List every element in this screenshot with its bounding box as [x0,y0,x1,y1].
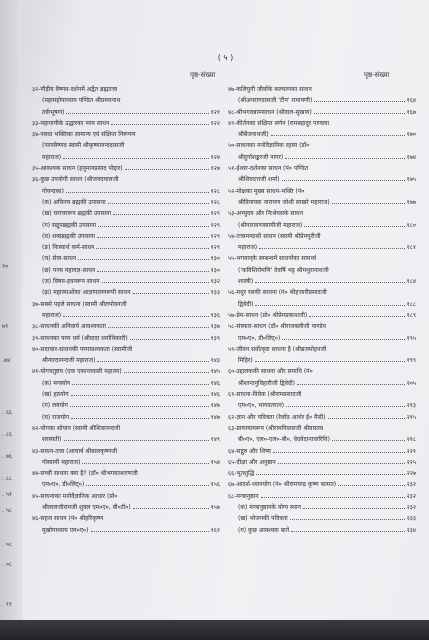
dot-leader [102,282,209,283]
toc-entry [32,129,220,140]
toc-entry [32,276,220,287]
toc-entry [32,321,220,332]
toc-entry-title: ५३-अभ्युदय और निःश्रेयसके साधन [228,210,304,218]
dot-leader [71,395,209,396]
toc-entry-title: ५४-तत्त्वमन्दाशी साधन (स्वामी श्रीप्रेमपुरीजी [228,232,321,240]
dot-leader [255,305,404,306]
dot-leader [108,327,209,328]
toc-entry-page: १७५ [406,176,416,184]
toc-entry-page: १५७ [210,503,220,511]
dot-leader [97,361,208,362]
right-column-heading: पृष्ठ-संख्या [364,71,390,79]
toc-entry [32,513,220,524]
toc-entry [32,446,220,457]
toc-entry-title: ४३-साधन-तत्त्व (आचार्य श्रीबालकृष्णजी [32,447,118,455]
toc-entry [32,378,220,389]
toc-entry-title: ३२-गौड़ीय वैष्णव-दर्शनमें अद्वैत ब्रह्मतत्त्व [32,86,118,93]
toc-entry [228,253,416,264]
toc-entry-page: १४९ [210,436,220,444]
toc-entry-title: (क) अचिन्त्य ब्रह्मकी उपासना [42,198,106,206]
toc-entry-title: तर्कभूषण) [42,108,65,116]
dot-leader [86,485,208,486]
toc-entry [32,231,220,242]
dot-leader [113,214,209,215]
toc-entry [32,186,220,197]
toc-entry-title: ४२-योगका सोपान (स्वामी श्रीशिवानन्दजी [32,424,121,432]
toc-entry-page: १३६ [210,311,220,319]
toc-entry-title: गोयन्दका) [42,187,64,195]
toc-entry [32,333,220,344]
toc-entry [32,287,220,298]
toc-entry [228,513,416,524]
toc-entry [228,299,416,310]
dot-leader [255,282,404,283]
adjacent-page-fragment: ७१ [2,323,9,330]
toc-entry-title: ३६-कुछ उपयोगी साधन (श्रीजयदयालजी [32,176,119,184]
toc-entry-title: बी०ए०, एल०-एल०-बी०, वेदवेदान्तवारिधि) [238,436,330,444]
toc-entry [228,163,416,174]
toc-entry-page: १६४ [406,97,416,105]
dot-leader [309,316,404,317]
toc-entry-title: श्रीदुर्गाशङ्करजी नागर) [238,153,284,161]
toc-entry-page: १८१ [406,244,416,252]
toc-entry [228,197,416,208]
toc-entry-title: ६८-मन्त्रानुष्ठान [228,492,259,500]
toc-entry [32,457,220,468]
toc-entry [228,220,416,231]
toc-entry-title: श्रीशान्तनुविहारीजी द्विवेदी) [238,379,296,387]
dot-leader [271,135,405,136]
toc-entry-page: १६७ [406,108,416,116]
dot-leader [97,271,208,272]
toc-entry [228,287,416,298]
toc-entry-title: (छ) पञ्च महायज्ञ-साधन [42,266,96,274]
adjacent-page-fragment: . ८८ [2,475,13,482]
dot-leader [130,339,209,340]
toc-entry-title: (क) मन्त्रानुष्ठानके योग्य स्थान [238,503,301,511]
toc-entry [228,491,416,502]
toc-entry-title: ३७-सबसे पहले साधना (स्वामी श्रीलपोवनजी [32,300,127,308]
dot-leader [64,440,209,441]
toc-entry-title: ५२-मोक्षका मुख्य साधन-भक्ति (पं० [228,187,305,195]
toc-entry-title: (ख) भोजनकी पवित्रता [238,515,288,523]
toc-entry-title: एम०ए०, डी०लिट्०) [42,481,85,489]
toc-entry-title: (ङ) निःस्वार्थ कर्म-साधन [42,244,95,252]
toc-entry [228,479,416,490]
toc-entry [228,140,416,151]
toc-entry-title: (परमवैष्णव स्वामी श्रीकृष्णानन्ददासजी [42,142,125,150]
dot-leader [124,372,209,373]
toc-entry-title: ३३-महापापीके उद्धारका परम साधन [32,119,110,127]
dot-leader [338,485,404,486]
dot-leader [282,339,404,340]
toc-entry-page: १८४ [406,278,416,286]
toc-entry-title: (महामहोपाध्याय पण्डित श्रीप्रमथनाथ [42,97,121,105]
toc-entry-page: १२७ [210,165,220,173]
dot-leader [286,406,404,407]
toc-entry [228,389,416,400]
toc-entry-page: २१८ [406,436,416,444]
adjacent-page-fragment: . ०८ [2,561,13,568]
toc-entry [32,400,220,411]
toc-entry [32,366,220,377]
toc-entry-page: १३० [210,266,220,274]
toc-entry-title: (च) सेवा-साधन [42,255,77,263]
toc-entry [228,208,416,219]
toc-entry-title: (घ) शब्दब्रह्मकी उपासना [42,232,95,240]
toc-entry [32,152,220,163]
toc-entry [32,502,220,513]
toc-entry-title: ४७-कलियुगी जीवोंके कल्याणका साधन [228,86,312,93]
adjacent-page-fragment: १० [2,263,9,270]
dot-leader [273,452,405,453]
toc-entry [228,366,416,377]
toc-entry-page: २३२ [406,492,416,500]
toc-entry-title: ३९-साधनका परम धर्म (श्रीदादा धर्माधिकारी) [32,334,128,342]
toc-entry [32,389,220,400]
toc-entry-title: मिहिर) [238,357,253,365]
toc-entry [228,412,416,423]
toc-entry-title: श्रीनारदानन्दजी महाराज) [42,357,96,365]
dot-leader [91,531,209,532]
toc-entry [32,491,220,502]
toc-entry [228,400,416,411]
dot-leader [290,519,405,520]
toc-entry-title: द्विवेदी) [238,300,254,308]
toc-entry-title: महाराज) [238,244,258,252]
toc-entry [228,321,416,332]
toc-entry-title: ६२-ज्ञान और पवित्रता (रेवरेंड आर्थर ई० मैसी) [228,413,326,421]
toc-entry [32,220,220,231]
dot-leader [97,237,209,238]
toc-entry [228,468,416,479]
toc-entry-title: ४०-सदाचार-साधनकी परमावश्यकता (स्वामीजी [32,345,133,353]
dot-leader [63,158,208,159]
toc-entry-page: १७७ [406,198,416,206]
toc-entry-page: २१३ [406,402,416,410]
toc-entry-page: १६१ [210,526,220,534]
toc-entry-title: ६१-साधना-विवेक (श्रीरामप्रसादजी [228,391,302,399]
toc-entry [32,253,220,264]
toc-entry [32,310,220,321]
dot-leader [332,203,405,204]
toc-entry-title: (ग) कुछ आवश्यक बातें [238,526,290,534]
toc-entry [228,344,416,355]
toc-entry [32,468,220,479]
toc-entry-page: १२४ [210,153,220,161]
dot-leader [98,226,209,227]
toc-entry [228,333,416,344]
toc-entry [32,344,220,355]
toc-entry-title: ('कविशिरोमणि' देवर्षि भट्ट श्रीमथुरानाथजी [238,266,329,274]
toc-entry-page: १२१ [210,108,220,116]
toc-entry-title: ४८-श्रीभगवन्नामसाधन (श्रीवाल-सुखाय) [228,108,312,116]
toc-entry [32,174,220,185]
toc-entry-title: (श्रीअपरागदासजी 'टीप' रामायणी) [238,97,313,105]
toc-entry-title: ६०-उद्दालककी साधना और समाधि (पं० [228,368,313,376]
adjacent-page-fragment: . ११ [2,601,13,608]
toc-entry [32,434,220,445]
dot-leader [72,384,208,385]
adjacent-page-fragment: . ७६ [2,453,13,460]
toc-entry-page: १४७ [210,413,220,421]
toc-entry [228,525,416,536]
toc-entry-title: (श्रीनारायणस्वामीजी महाराज) [238,221,303,229]
toc-entry [32,140,220,151]
adjacent-page-fragment: . ८६ [2,431,13,438]
toc-entry [228,310,416,321]
toc-entry-title: ४४-सच्ची साधना क्या है? (डॉ० श्रीभगवतशरणजी [32,470,138,478]
toc-entry [32,355,220,366]
adjacent-page-fragment: . ६६ [2,409,13,416]
toc-entry-title: महाराज) [42,153,62,161]
toc-entry-page: १२८ [210,187,220,195]
dot-leader [328,418,405,419]
toc-entry [32,412,220,423]
toc-entry [228,186,416,197]
toc-entry-title: (ज) विषय-हवनरूप साधन [42,278,100,286]
toc-entry-title: ५१-ईश्वर-दर्शनका साधन (पं० पण्डित [228,165,309,173]
adjacent-page-fragment: . ५१ [2,491,13,498]
toc-entry-title: एम०ए०, डी०लिट्०) [238,334,281,342]
toc-entry-title: ६३-प्राणायामरूप (श्रीरामनिवासजी श्रीवास्तव [228,424,324,432]
toc-entry-page: २३२ [406,503,416,511]
dot-leader [304,226,404,227]
toc-entry [32,197,220,208]
adjacent-page-fragment: . ०८ [2,541,13,548]
toc-entry-page: १७० [406,131,416,139]
dot-leader [255,361,405,362]
toc-entry [228,174,416,185]
toc-entry-title: (घ) राजयोग [42,413,70,421]
toc-entry-title: (ग) लययोग [42,402,68,410]
toc-entry-page: १२२ [210,119,220,127]
toc-entry-title: मुखोपाध्याय एम०ए०) [42,526,89,534]
toc-entry-title: ३४-नवधा भक्तिका सामान्य एवं संक्षिप्त निरूपण [32,131,136,139]
toc-entry [228,502,416,513]
dot-leader [314,113,405,114]
toc-entry-title: ४९-कीर्तनका संक्षिप्त वर्णन (रामबहादुर पाण्डया [228,119,330,127]
toc-entry-page: १९५ [406,334,416,342]
toc-entry-title: गोस्वामी महाराज) [42,458,81,466]
toc-entry [32,525,220,536]
toc-entry-title: ४१-योगचतुष्टय (एक एकान्तवासी महात्मा) [32,368,122,376]
toc-entry-title: श्रीलालजीरामजी शुक्ल एम०ए०, बी०टी०) [42,503,131,511]
toc-entry-title: शास्त्री) [238,278,254,286]
dot-leader [70,406,209,407]
toc-entry [228,378,416,389]
toc-entry-page: २३२ [406,481,416,489]
toc-entry-title: ६४-सद्गुरु और शिष्य [228,447,271,455]
toc-entry-title: महाराज) [42,311,62,319]
dot-leader [111,124,208,125]
toc-entry [228,265,416,276]
toc-entry [228,457,416,468]
toc-left-column [32,84,220,624]
dot-leader [66,113,208,114]
toc-entry-page: १३२ [210,278,220,286]
toc-entry-page: २३३ [406,515,416,523]
toc-entry-title: सरस्वती) [42,436,62,444]
toc-entry-page: १३७ [210,323,220,331]
dot-leader [282,180,405,181]
toc-entry [32,242,220,253]
dot-leader [71,418,209,419]
toc-entry [228,231,416,242]
toc-entry-title: (ख) चराचररूप ब्रह्मकी उपासना [42,210,112,218]
adjacent-page-fragment: .७४ [2,357,11,364]
toc-entry-page: २०५ [406,379,416,387]
dot-leader [297,384,405,385]
toc-entry-page: १३९ [210,334,220,342]
toc-entry-title: (झ) महात्माओंका आज्ञापालनरूपी साधन [42,289,131,297]
toc-entry [32,208,220,219]
dot-leader [125,169,209,170]
toc-entry-title: ५९-जीवन सर्वोत्कृष्ट साधना है (श्रीब्रजमोहनजी [228,345,327,353]
toc-entry-page: १८० [406,221,416,229]
toc-entry-title: श्रीशिवदत्तजी शर्मा) [238,176,280,184]
toc-entry-title: ४५-साधनाका मनोवैज्ञानिक आधार (प्रो० [32,492,118,500]
dot-leader [278,463,405,464]
toc-entry [228,242,416,253]
book-page [22,0,429,625]
toc-entry-page: १८९ [406,311,416,319]
toc-entry-page: १५४ [210,458,220,466]
toc-entry [32,479,220,490]
toc-entry-title: ३८-साधनकी अनिवार्य आवश्यकता [32,323,106,331]
dot-leader [332,440,405,441]
toc-right-column [228,84,416,624]
toc-entry-page: १३० [210,255,220,263]
left-column-heading: पृष्ठ-संख्या [190,71,216,79]
toc-entry-page: १४६ [210,379,220,387]
dot-leader [261,497,405,498]
toc-entry-page: २२५ [406,458,416,466]
toc-entry-page: १२८ [210,198,220,206]
toc-entry-title: (ख) हठयोग [42,391,69,399]
dot-leader [291,531,405,532]
toc-entry-title: ४६-सहज साधन (पं० श्रीहरिकृष्ण [32,515,104,523]
dot-leader [78,259,208,260]
toc-entry-page: २२७ [406,470,416,478]
dot-leader [108,203,209,204]
toc-entry [32,84,220,95]
toc-entry-title: (ग) सद्रूपब्रह्मकी उपासना [42,221,97,229]
toc-entry-page: १३३ [210,289,220,297]
dot-leader [133,293,209,294]
toc-entry [32,95,220,106]
toc-entry-page: १८८ [406,300,416,308]
dot-leader [63,316,208,317]
toc-entry [32,163,220,174]
toc-entry-title: ५७-प्रेम-साधन (प्रो० श्रीप्रेमप्रकाशजी) [228,311,308,319]
toc-entry-page: २१५ [406,413,416,421]
dot-leader [314,101,404,102]
page-shadow [0,620,429,640]
dot-leader [303,508,405,509]
toc-entry-title: ५८-संस्कार-साधन (डॉ० श्रीराजबलीजी पाण्डेय [228,323,326,331]
toc-entry-page: १४३ [210,357,220,365]
dot-leader [133,508,209,509]
toc-entry [228,95,416,106]
toc-entry [228,84,416,95]
toc-entry-title: एम०ए०, भागवतरत्न) [238,402,285,410]
toc-entry [228,434,416,445]
toc-entry-page: २३४ [406,526,416,534]
toc-entry-page: १२९ [210,232,220,240]
dot-leader [66,192,209,193]
toc-entry-title: (क) मन्त्रयोग [42,379,71,387]
toc-entry [228,423,416,434]
toc-entry [32,265,220,276]
toc-entry-page: १२९ [210,244,220,252]
toc-entry-title: श्रीविनायक नारायण जोशी साखरे महाराज) [238,198,330,206]
toc-entry [228,107,416,118]
toc-entry [32,107,220,118]
toc-entry-title: ५०-साधनका मनोवैज्ञानिक रहस्य (डॉ० [228,142,310,150]
dot-leader [259,248,404,249]
adjacent-page-fragment: . ५८ [2,507,13,514]
toc-entry [228,129,416,140]
toc-entry-page: १२९ [210,221,220,229]
toc-entry-page: १५६ [210,481,220,489]
dot-leader [96,248,208,249]
toc-entry-page: १४६ [210,391,220,399]
toc-entry [228,446,416,457]
toc-entry [228,118,416,129]
toc-entry [32,299,220,310]
page-number: ( ५ ) [217,53,234,62]
toc-entry [32,118,220,129]
toc-entry [228,276,416,287]
toc-entry-title: ६५-दीक्षा और अनुष्ठान [228,458,276,466]
dot-leader [82,463,208,464]
toc-entry-page: १७४ [406,153,416,161]
toc-entry-page: १४७ [210,402,220,410]
toc-entry-page: १४५ [210,368,220,376]
toc-entry-title: श्रीबैजनाथजी) [238,131,269,139]
toc-entry-page: १९९ [406,357,416,365]
toc-entry-title: ५६-मधुर रसकी साधना (पं० श्रीहजारीप्रसादजी [228,289,327,297]
toc-entry-title: ६७-आदर्श-ध्यानयोग (पं० श्रीरामचन्द्र कृष्ण कामत) [228,481,337,489]
dot-leader [285,158,404,159]
toc-entry-title: ६६-भूतशुद्धि [228,470,255,478]
toc-entry [228,152,416,163]
toc-entry-title: ३५-आवश्यक साधन (हनुमानप्रसाद पोद्दार) [32,165,123,173]
toc-entry-title: ५५-भगवान्‌के सम्बन्धमें साधनोंका सामर्थ्य [228,255,317,263]
toc-entry-page: १२९ [210,210,220,218]
toc-entry [32,423,220,434]
dot-leader [256,474,404,475]
toc-entry [228,355,416,366]
toc-entry-page: २२१ [406,447,416,455]
